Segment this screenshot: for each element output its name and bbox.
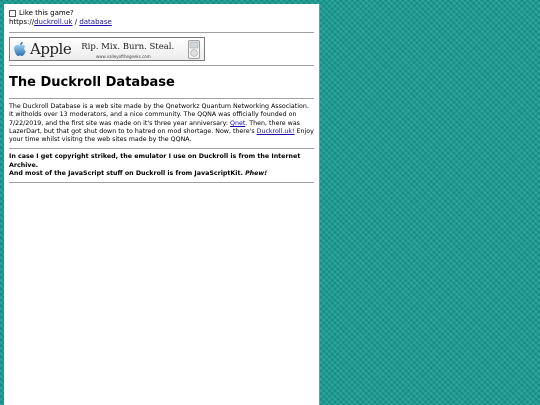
divider (9, 98, 314, 99)
intro-text: . Then, there was LazerDart, but that got shut down to to hatred on mod shortage. Now, there's (9, 119, 300, 135)
intro-text: The Duckroll Database is a web site made by the Qnetworkz Quantum Networking Association. It witholds over 13 moderators, and a nice community. The QQNA was officially founded on 7/22/2019, and the first site was made on it's three year anniversary: (9, 103, 309, 127)
breadcrumb-site-link[interactable]: duckroll.uk (34, 18, 73, 26)
banner-url: www.valleyofthegeeks.com (96, 54, 151, 59)
breadcrumb-page-link[interactable]: database (79, 18, 112, 26)
divider (9, 148, 314, 149)
content-panel (4, 4, 320, 405)
intro-paragraph (9, 103, 314, 144)
ipod-icon (188, 40, 200, 59)
like-label: Like this game? (19, 9, 74, 17)
qnet-link[interactable]: Qnet (230, 119, 246, 127)
banner-tagline: Rip. Mix. Burn. Steal. (81, 41, 175, 52)
note-phew: Phew! (245, 170, 268, 178)
breadcrumb-separator: / (74, 18, 78, 26)
banner-brand: Apple (30, 40, 72, 58)
divider (9, 32, 314, 33)
like-checkbox[interactable] (9, 10, 16, 17)
page-title: The Duckroll Database (9, 75, 175, 90)
duckroll-link[interactable]: Duckroll.uk! (256, 127, 295, 135)
note-line-2: And most of the JavaScript stuff on Duckroll is from JavaScriptKit. (9, 170, 246, 178)
note-line-1: In case I get copyright striked, the emulator I use on Duckroll is from the Internet Archive. (9, 153, 301, 169)
like-row[interactable] (9, 8, 314, 18)
apple-logo-icon (13, 41, 27, 57)
breadcrumb-prefix: https:// (9, 18, 35, 26)
intro-text: Enjoy your time whilst visitng the web sites made by the QQNA. (9, 127, 314, 144)
ad-banner[interactable] (9, 37, 205, 61)
divider (9, 65, 314, 66)
copyright-note (9, 153, 314, 178)
breadcrumb (9, 18, 314, 28)
divider (9, 182, 314, 183)
